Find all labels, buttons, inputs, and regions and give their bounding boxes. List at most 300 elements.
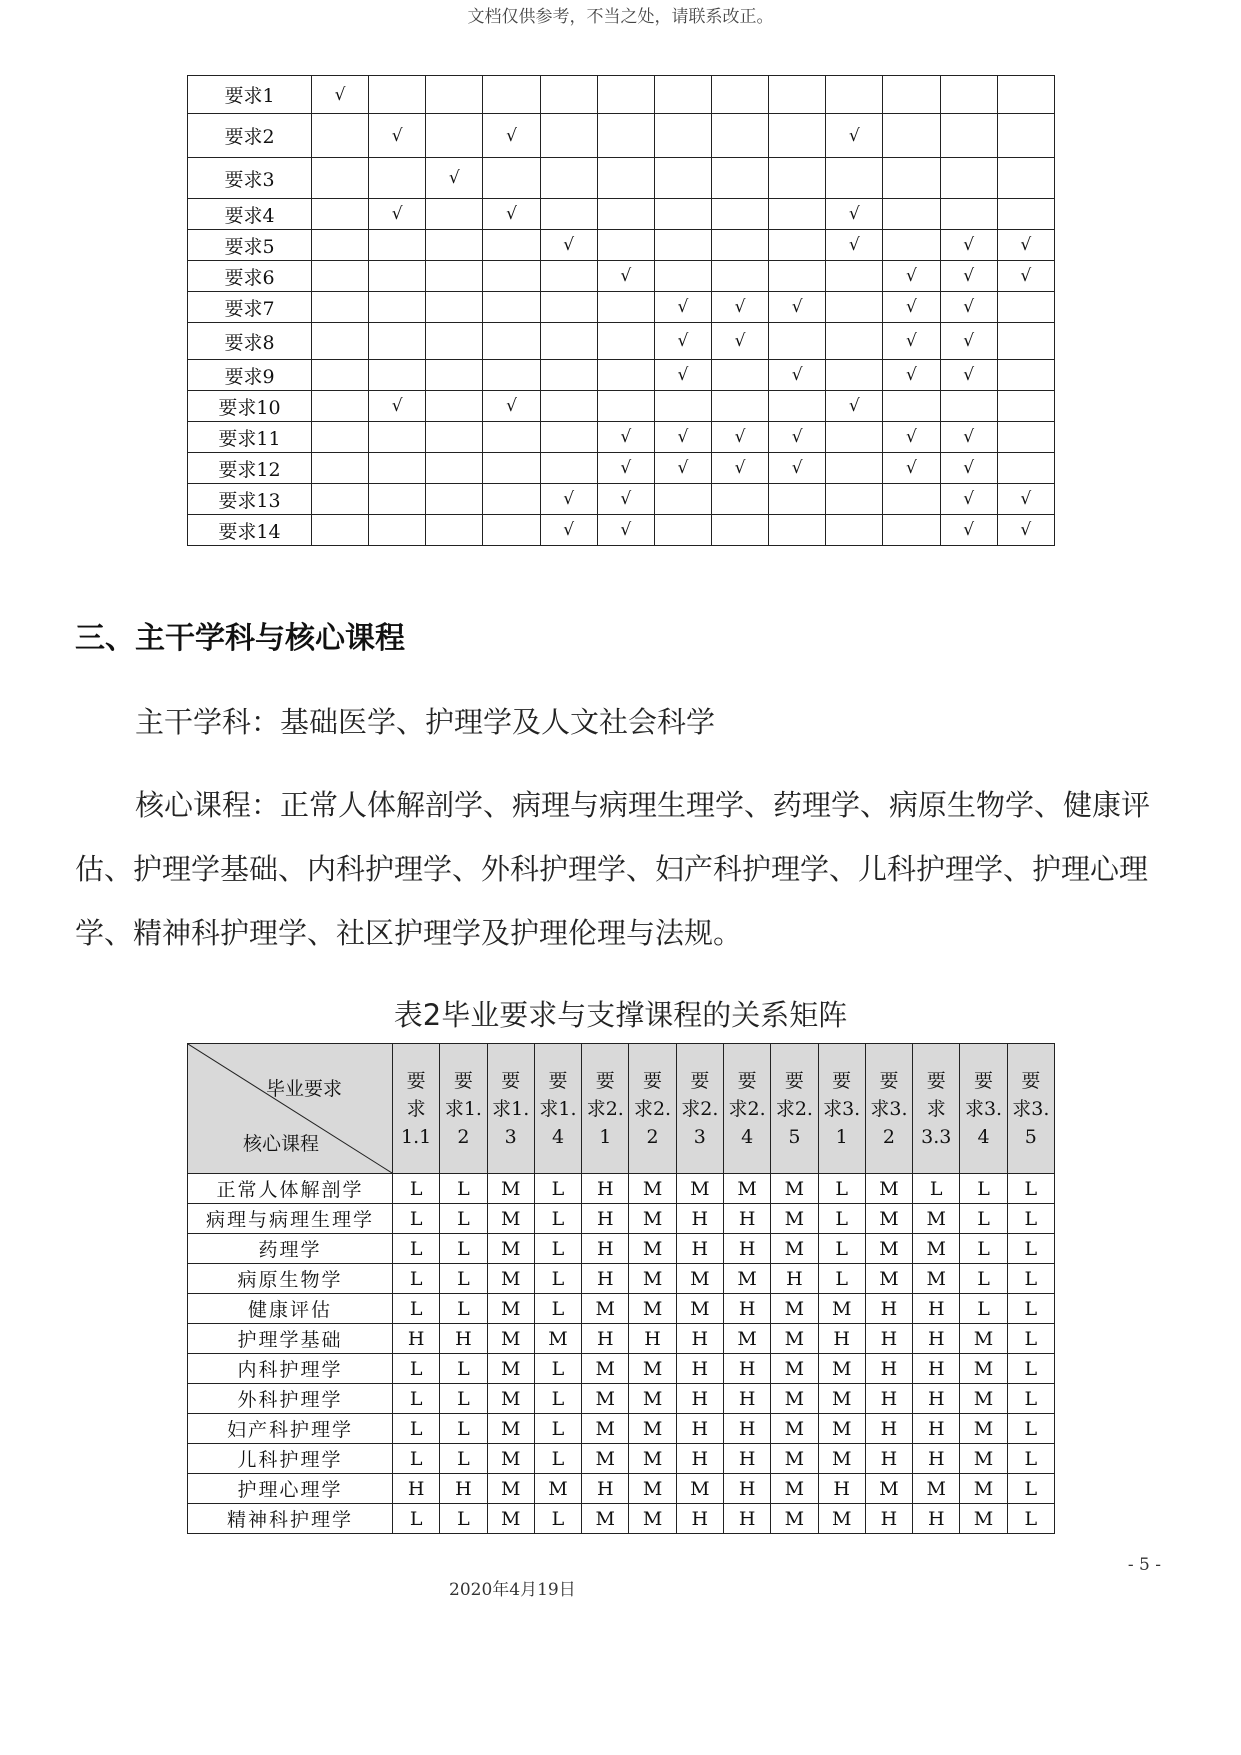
table1-cell — [883, 230, 940, 261]
table1-row-label: 要求12 — [188, 453, 312, 484]
table1-row — [188, 484, 1055, 515]
table1-row — [188, 391, 1055, 422]
table1-cell — [540, 199, 597, 230]
table1-row — [188, 422, 1055, 453]
table1-cell — [597, 199, 654, 230]
table1-cell — [826, 484, 883, 515]
column-header-line: 3 — [504, 1125, 517, 1148]
support-level-cell: M — [913, 1474, 960, 1504]
support-level-cell: L — [440, 1354, 487, 1384]
table1-cell — [997, 391, 1054, 422]
table1-cell — [826, 515, 883, 546]
support-level-cell: M — [629, 1264, 676, 1294]
table1-row-label: 要求4 — [188, 199, 312, 230]
table1-cell — [654, 261, 711, 292]
table1-cell — [426, 484, 483, 515]
table2-column-header — [960, 1044, 1007, 1174]
table1-cell — [312, 261, 369, 292]
table1-cell — [997, 422, 1054, 453]
table2-row — [188, 1324, 1055, 1354]
table1-cell — [426, 360, 483, 391]
table1-row — [188, 261, 1055, 292]
table1-cell — [426, 230, 483, 261]
course-name: 病理与病理生理学 — [188, 1204, 393, 1234]
support-level-cell: H — [676, 1504, 723, 1534]
support-level-cell: L — [393, 1204, 440, 1234]
support-level-cell: L — [440, 1264, 487, 1294]
support-level-cell: H — [676, 1414, 723, 1444]
support-level-cell: L — [1007, 1294, 1054, 1324]
table1-cell: √ — [312, 76, 369, 114]
column-header-line: 求2. — [681, 1097, 719, 1120]
table1-cell — [940, 76, 997, 114]
support-level-cell: M — [771, 1384, 818, 1414]
table1-row-label: 要求13 — [188, 484, 312, 515]
table1-row-label: 要求9 — [188, 360, 312, 391]
table1-cell: √ — [997, 515, 1054, 546]
table1-cell — [883, 158, 940, 199]
column-header-line: 要 — [926, 1069, 946, 1092]
table1-cell: √ — [940, 453, 997, 484]
table1-cell — [769, 158, 826, 199]
table1-cell: √ — [769, 292, 826, 323]
table1-cell — [826, 323, 883, 360]
course-name: 正常人体解剖学 — [188, 1174, 393, 1204]
table1-cell: √ — [940, 292, 997, 323]
table1-cell — [711, 391, 768, 422]
table1-cell: √ — [940, 422, 997, 453]
support-level-cell: H — [865, 1324, 912, 1354]
table1-cell: √ — [711, 453, 768, 484]
table1-cell — [711, 114, 768, 158]
table2-column-header — [676, 1044, 723, 1174]
table1-cell — [312, 453, 369, 484]
table1-cell — [369, 323, 426, 360]
support-level-cell: H — [676, 1444, 723, 1474]
support-level-cell: H — [723, 1474, 770, 1504]
table1-cell — [369, 230, 426, 261]
table1-cell — [711, 484, 768, 515]
table1-cell — [426, 114, 483, 158]
table1-cell — [312, 515, 369, 546]
table2-column-header — [723, 1044, 770, 1174]
support-level-cell: M — [818, 1354, 865, 1384]
table2-column-header — [771, 1044, 818, 1174]
table1-cell — [654, 76, 711, 114]
table1-cell — [997, 360, 1054, 391]
table1-cell — [711, 230, 768, 261]
support-level-cell: H — [818, 1324, 865, 1354]
support-level-cell: H — [582, 1324, 629, 1354]
support-level-cell: M — [487, 1354, 534, 1384]
support-level-cell: L — [1007, 1444, 1054, 1474]
table1-cell: √ — [597, 261, 654, 292]
table1-cell — [997, 323, 1054, 360]
table1-row-label: 要求8 — [188, 323, 312, 360]
table1-cell: √ — [369, 391, 426, 422]
column-header-line: 要 — [784, 1069, 804, 1092]
support-level-cell: L — [913, 1174, 960, 1204]
table2-column-header — [629, 1044, 676, 1174]
table1-cell: √ — [883, 360, 940, 391]
table1-cell — [769, 391, 826, 422]
table1-cell — [711, 158, 768, 199]
support-level-cell: L — [1007, 1234, 1054, 1264]
support-level-cell: H — [582, 1204, 629, 1234]
table1-cell — [426, 422, 483, 453]
support-level-cell: L — [393, 1294, 440, 1324]
table1-cell: √ — [940, 515, 997, 546]
table2-row — [188, 1264, 1055, 1294]
support-level-cell: H — [913, 1444, 960, 1474]
support-level-cell: M — [629, 1474, 676, 1504]
table1-cell — [769, 484, 826, 515]
table1-cell: √ — [540, 484, 597, 515]
table1-cell — [312, 114, 369, 158]
support-level-cell: H — [676, 1204, 723, 1234]
support-level-cell: M — [865, 1174, 912, 1204]
support-level-cell: H — [393, 1474, 440, 1504]
column-header-line: 要 — [1021, 1069, 1041, 1092]
table1-cell — [312, 199, 369, 230]
column-header-line: 求 — [926, 1097, 946, 1120]
table1-cell: √ — [483, 391, 540, 422]
course-name: 外科护理学 — [188, 1384, 393, 1414]
table1-cell — [940, 199, 997, 230]
table1-cell — [426, 515, 483, 546]
column-header-line: 要 — [595, 1069, 615, 1092]
table1-row — [188, 323, 1055, 360]
column-header-line: 要 — [737, 1069, 757, 1092]
table1-cell — [711, 261, 768, 292]
support-level-cell: M — [676, 1294, 723, 1324]
support-level-cell: H — [865, 1444, 912, 1474]
support-level-cell: H — [676, 1324, 723, 1354]
table1-cell — [369, 484, 426, 515]
table1-cell — [826, 360, 883, 391]
table1-cell — [997, 114, 1054, 158]
course-name: 内科护理学 — [188, 1354, 393, 1384]
course-name: 药理学 — [188, 1234, 393, 1264]
column-header-line: 求2. — [633, 1097, 672, 1120]
table1-cell — [426, 292, 483, 323]
table1-cell — [540, 422, 597, 453]
column-header-line: 4 — [741, 1125, 754, 1148]
table2-row — [188, 1384, 1055, 1414]
support-level-cell: H — [913, 1414, 960, 1444]
table1-cell: √ — [540, 230, 597, 261]
support-level-cell: H — [676, 1384, 723, 1414]
table2-column-header — [913, 1044, 960, 1174]
support-level-cell: M — [771, 1294, 818, 1324]
table1-cell — [312, 292, 369, 323]
table1-cell — [312, 391, 369, 422]
table1-row — [188, 114, 1055, 158]
column-header-line: 要 — [406, 1069, 426, 1092]
support-level-cell: H — [440, 1324, 487, 1354]
table1-cell — [369, 360, 426, 391]
table1-cell — [826, 292, 883, 323]
support-level-cell: M — [818, 1504, 865, 1534]
support-level-cell: M — [865, 1264, 912, 1294]
table1-cell — [769, 515, 826, 546]
table1-cell — [369, 158, 426, 199]
support-level-cell: H — [723, 1204, 770, 1234]
table1-cell — [997, 199, 1054, 230]
table2-column-header — [582, 1044, 629, 1174]
support-level-cell: L — [534, 1354, 581, 1384]
table1-cell — [597, 292, 654, 323]
table1-cell — [883, 484, 940, 515]
column-header-line: 求3. — [1012, 1097, 1050, 1120]
table1-cell — [540, 114, 597, 158]
table1-cell: √ — [940, 360, 997, 391]
support-level-cell: L — [534, 1204, 581, 1234]
table1-cell: √ — [940, 484, 997, 515]
support-level-cell: H — [582, 1174, 629, 1204]
table1-cell: √ — [940, 261, 997, 292]
support-level-cell: L — [1007, 1324, 1054, 1354]
table1-row — [188, 360, 1055, 391]
table1-cell — [426, 261, 483, 292]
table1-cell — [369, 292, 426, 323]
support-level-cell: M — [960, 1354, 1007, 1384]
table1-cell — [997, 453, 1054, 484]
support-level-cell: M — [865, 1234, 912, 1264]
support-level-cell: H — [723, 1294, 770, 1324]
table2-row — [188, 1294, 1055, 1324]
support-level-cell: M — [629, 1354, 676, 1384]
table2-row — [188, 1444, 1055, 1474]
column-header-line: 3.3 — [921, 1125, 952, 1148]
support-level-cell: M — [960, 1384, 1007, 1414]
table1-cell — [883, 114, 940, 158]
table1-cell — [540, 76, 597, 114]
support-level-cell: M — [487, 1204, 534, 1234]
support-level-cell: M — [582, 1414, 629, 1444]
support-level-cell: H — [771, 1264, 818, 1294]
support-level-cell: L — [818, 1234, 865, 1264]
table1-row-label: 要求14 — [188, 515, 312, 546]
support-level-cell: L — [1007, 1474, 1054, 1504]
column-header-line: 4 — [551, 1125, 565, 1148]
table1-cell: √ — [483, 114, 540, 158]
support-level-cell: M — [960, 1444, 1007, 1474]
support-level-cell: L — [1007, 1354, 1054, 1384]
table2-column-header — [440, 1044, 487, 1174]
support-level-cell: M — [771, 1174, 818, 1204]
table1-cell: √ — [654, 422, 711, 453]
support-level-cell: M — [771, 1204, 818, 1234]
table1-cell — [769, 114, 826, 158]
support-level-cell: H — [582, 1264, 629, 1294]
support-level-cell: M — [629, 1414, 676, 1444]
support-level-cell: H — [913, 1504, 960, 1534]
course-name: 健康评估 — [188, 1294, 393, 1324]
table1-cell: √ — [826, 114, 883, 158]
support-level-cell: M — [629, 1444, 676, 1474]
table1-cell — [426, 76, 483, 114]
support-level-cell: M — [487, 1414, 534, 1444]
table1-cell — [483, 230, 540, 261]
support-level-cell: M — [582, 1384, 629, 1414]
support-level-cell: L — [534, 1504, 581, 1534]
column-header-line: 求1. — [492, 1097, 530, 1120]
table1-row — [188, 453, 1055, 484]
table1-cell — [483, 453, 540, 484]
table1-cell — [540, 360, 597, 391]
support-level-cell: L — [440, 1504, 487, 1534]
table1-cell — [369, 422, 426, 453]
table1-cell — [483, 484, 540, 515]
table1-cell — [940, 158, 997, 199]
support-level-cell: L — [818, 1204, 865, 1234]
support-level-cell: M — [960, 1474, 1007, 1504]
table1-cell — [540, 158, 597, 199]
support-level-cell: H — [865, 1354, 912, 1384]
table1-cell: √ — [654, 323, 711, 360]
table2-row — [188, 1414, 1055, 1444]
support-level-cell: L — [440, 1444, 487, 1474]
support-level-cell: L — [1007, 1204, 1054, 1234]
support-level-cell: H — [582, 1234, 629, 1264]
support-level-cell: M — [913, 1264, 960, 1294]
table1-cell — [426, 199, 483, 230]
support-level-cell: M — [487, 1384, 534, 1414]
table1-row-label: 要求11 — [188, 422, 312, 453]
table1-cell — [769, 261, 826, 292]
column-header-line: 要 — [501, 1069, 521, 1092]
table1-cell — [711, 515, 768, 546]
table1-cell — [483, 360, 540, 391]
support-level-cell: L — [393, 1264, 440, 1294]
table1-cell: √ — [826, 199, 883, 230]
table1-cell — [997, 76, 1054, 114]
column-header-line: 要 — [643, 1069, 663, 1092]
column-header-line: 2 — [457, 1125, 470, 1148]
column-header-line: 求 — [406, 1097, 426, 1120]
support-level-cell: M — [676, 1174, 723, 1204]
main-disciplines-paragraph: 主干学科：基础医学、护理学及人文社会科学 — [135, 705, 716, 739]
support-level-cell: L — [818, 1264, 865, 1294]
table1-cell: √ — [369, 114, 426, 158]
table1-row-label: 要求6 — [188, 261, 312, 292]
support-level-cell: M — [913, 1204, 960, 1234]
support-level-cell: M — [487, 1294, 534, 1324]
table1-cell — [540, 453, 597, 484]
support-level-cell: L — [960, 1234, 1007, 1264]
support-level-cell: L — [534, 1444, 581, 1474]
support-level-cell: M — [629, 1204, 676, 1234]
support-level-cell: H — [913, 1294, 960, 1324]
table1-cell: √ — [654, 360, 711, 391]
table1-cell: √ — [597, 422, 654, 453]
table1-cell — [654, 158, 711, 199]
support-level-cell: M — [487, 1474, 534, 1504]
table1-cell — [597, 230, 654, 261]
table1-cell — [483, 158, 540, 199]
table1-cell — [540, 261, 597, 292]
support-level-cell: L — [393, 1234, 440, 1264]
table1-row-label: 要求7 — [188, 292, 312, 323]
table1-cell — [483, 292, 540, 323]
support-level-cell: H — [865, 1414, 912, 1444]
table2-column-header — [487, 1044, 534, 1174]
support-level-cell: L — [960, 1264, 1007, 1294]
support-level-cell: L — [534, 1384, 581, 1414]
support-level-cell: L — [440, 1204, 487, 1234]
support-level-cell: L — [393, 1384, 440, 1414]
section-title: 三、主干学科与核心课程 — [75, 621, 405, 656]
support-level-cell: H — [723, 1444, 770, 1474]
core-courses-paragraph: 核心课程：正常人体解剖学、病理与病理生理学、药理学、病原生物学、健康评估、护理学基础、内科护理学、外科护理学、妇产科护理学、儿科护理学、护理心理学、精神科护理学、社区护理学及护理伦理与法规。 — [75, 788, 1151, 950]
table1-cell — [597, 158, 654, 199]
table1-cell — [940, 391, 997, 422]
support-level-cell: M — [487, 1174, 534, 1204]
support-level-cell: L — [534, 1414, 581, 1444]
support-level-cell: H — [865, 1294, 912, 1324]
support-level-cell: L — [440, 1174, 487, 1204]
table1-cell: √ — [597, 515, 654, 546]
table1-cell — [483, 422, 540, 453]
table1-row-label: 要求5 — [188, 230, 312, 261]
table1-cell: √ — [654, 453, 711, 484]
support-level-cell: M — [676, 1264, 723, 1294]
support-level-cell: M — [534, 1324, 581, 1354]
table1-cell: √ — [940, 230, 997, 261]
table1-cell — [597, 76, 654, 114]
course-name: 儿科护理学 — [188, 1444, 393, 1474]
column-header-line: 1 — [835, 1125, 848, 1148]
table1-row-label: 要求1 — [188, 76, 312, 114]
table1-cell: √ — [597, 484, 654, 515]
support-level-cell: L — [534, 1174, 581, 1204]
table1-cell: √ — [711, 323, 768, 360]
support-level-cell: L — [960, 1174, 1007, 1204]
support-level-cell: L — [1007, 1384, 1054, 1414]
header-note: 文档仅供参考，不当之处，请联系改正。 — [467, 7, 774, 27]
table2-column-header — [393, 1044, 440, 1174]
column-header-line: 要 — [879, 1069, 899, 1092]
support-level-cell: M — [771, 1324, 818, 1354]
column-header-line: 求1. — [539, 1097, 577, 1120]
support-level-cell: M — [487, 1234, 534, 1264]
support-level-cell: M — [865, 1204, 912, 1234]
course-name: 护理学基础 — [188, 1324, 393, 1354]
support-level-cell: L — [393, 1444, 440, 1474]
support-level-cell: M — [487, 1504, 534, 1534]
support-level-cell: M — [629, 1294, 676, 1324]
support-level-cell: M — [534, 1474, 581, 1504]
table1-row — [188, 230, 1055, 261]
support-level-cell: H — [818, 1474, 865, 1504]
table1-cell: √ — [883, 453, 940, 484]
support-level-cell: H — [723, 1234, 770, 1264]
table1-cell — [597, 360, 654, 391]
support-level-cell: M — [771, 1444, 818, 1474]
support-level-cell: L — [440, 1384, 487, 1414]
support-level-cell: M — [960, 1504, 1007, 1534]
course-name: 病原生物学 — [188, 1264, 393, 1294]
table1-cell: √ — [540, 515, 597, 546]
table2-column-header — [534, 1044, 581, 1174]
support-level-cell: M — [723, 1174, 770, 1204]
table1-cell — [711, 360, 768, 391]
table1-cell — [826, 76, 883, 114]
page-number: - 5 - — [1127, 1555, 1161, 1575]
support-level-cell: L — [440, 1414, 487, 1444]
support-level-cell: M — [629, 1234, 676, 1264]
